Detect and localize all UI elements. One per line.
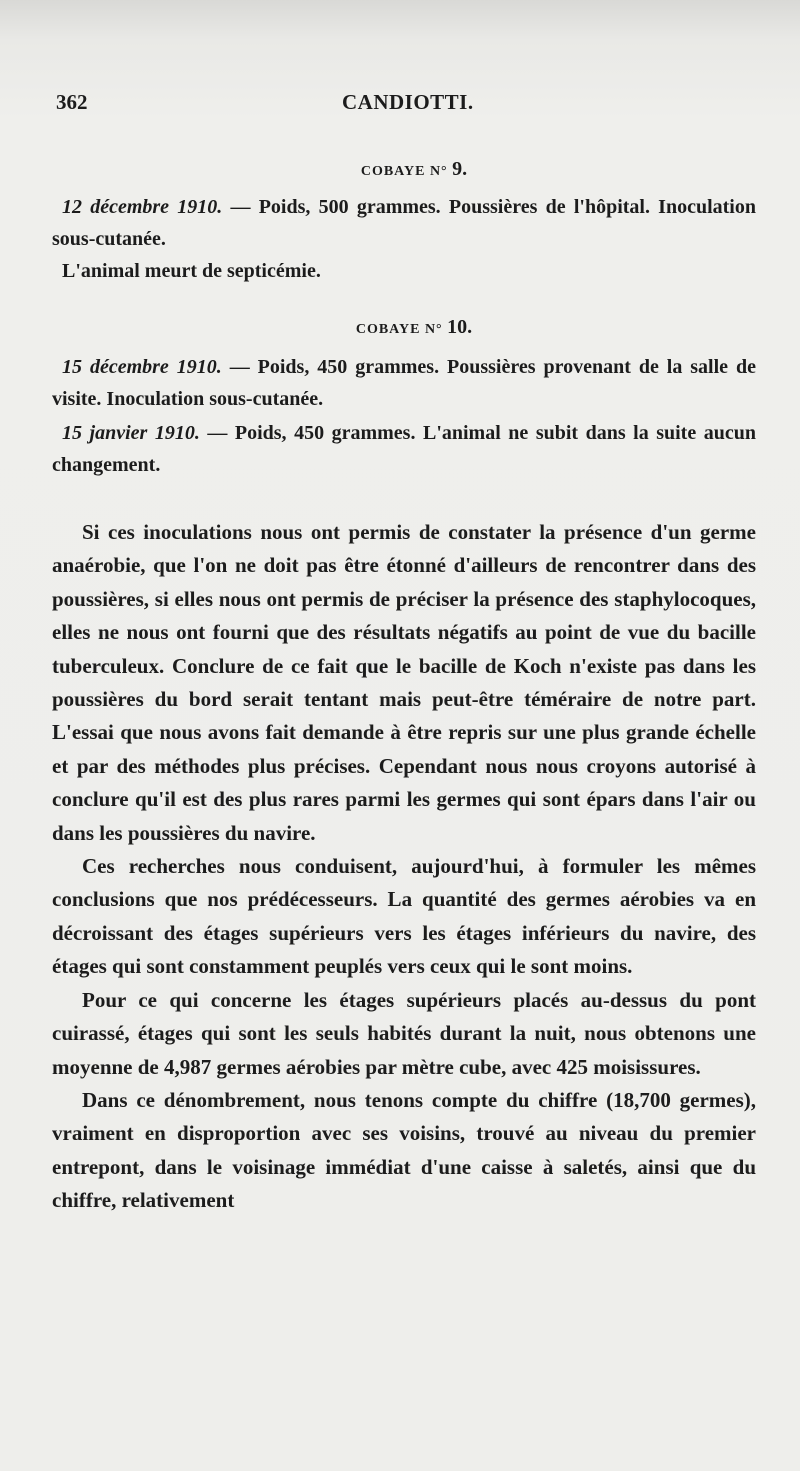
entry-date: 15 janvier 1910. <box>62 422 200 444</box>
paragraph: Si ces inoculations nous ont permis de constater la présence d'un germe anaérobie, que l'on ne doit pas être étonné d'ailleurs de rencontrer dans des poussières, si elles nous ont permis de préciser la présence des staphylocoques, elles ne nous ont fourni que des résultats négatifs au point de vue du bacille tuberculeux. Conclure de ce fait que le bacille de Koch n'existe pas dans les poussières du bord serait tentant mais peut-être téméraire de notre part. L'essai que nous avons fait demande à être repris sur une plus grande échelle et par des méthodes plus précises. Cependant nous nous croyons autorisé à conclure qu'il est des plus rares parmi les germes qui sont épars dans l'air ou dans les poussières du navire. <box>52 520 756 845</box>
entry-text: — Poids, 450 grammes. Poussières provenant de la salle de visite. Inoculation sous-cutanée. <box>52 356 756 410</box>
experiment-entry <box>52 191 756 255</box>
cobaye-9-section <box>52 158 756 287</box>
cobaye-10-section <box>52 316 756 481</box>
experiment-outcome: L'animal meurt de septicémie. <box>62 260 321 282</box>
page-number: 362 <box>56 90 88 114</box>
section-heading: COBAYE N° 10. <box>355 316 473 338</box>
experiment-entry <box>52 417 756 481</box>
running-title: CANDIOTTI. <box>342 90 474 114</box>
body-text <box>52 516 756 1218</box>
paragraph: Pour ce qui concerne les étages supérieurs placés au-dessus du pont cuirassé, étages qui sont les seuls habités durant la nuit, nous obtenons une moyenne de 4,987 germes aérobies par mètre cube, avec 425 moisissures. <box>52 987 756 1079</box>
entry-text: — Poids, 500 grammes. Poussières de l'hôpital. Inoculation sous-cutanée. <box>52 196 756 250</box>
entry-date: 15 décembre 1910. <box>62 356 222 378</box>
section-heading: COBAYE N° 9. <box>360 158 468 180</box>
running-head <box>56 90 756 120</box>
experiment-entry <box>52 351 756 415</box>
paragraph: Ces recherches nous conduisent, aujourd'hui, à formuler les mêmes conclusions que nos prédécesseurs. La quantité des germes aérobies va en décroissant des étages supérieurs vers les étages inférieurs du navire, des étages qui sont constamment peuplés vers ceux qui le sont moins. <box>52 854 756 979</box>
entry-date: 12 décembre 1910. <box>62 196 223 218</box>
paragraph: Dans ce dénombrement, nous tenons compte du chiffre (18,700 germes), vraiment en disproportion avec ses voisins, trouvé au niveau du premier entrepont, dans le voisinage immédiat d'une caisse à saletés, ainsi que du chiffre, relativement <box>52 1087 756 1213</box>
entry-text: — Poids, 450 grammes. L'animal ne subit dans la suite aucun changement. <box>52 422 756 476</box>
